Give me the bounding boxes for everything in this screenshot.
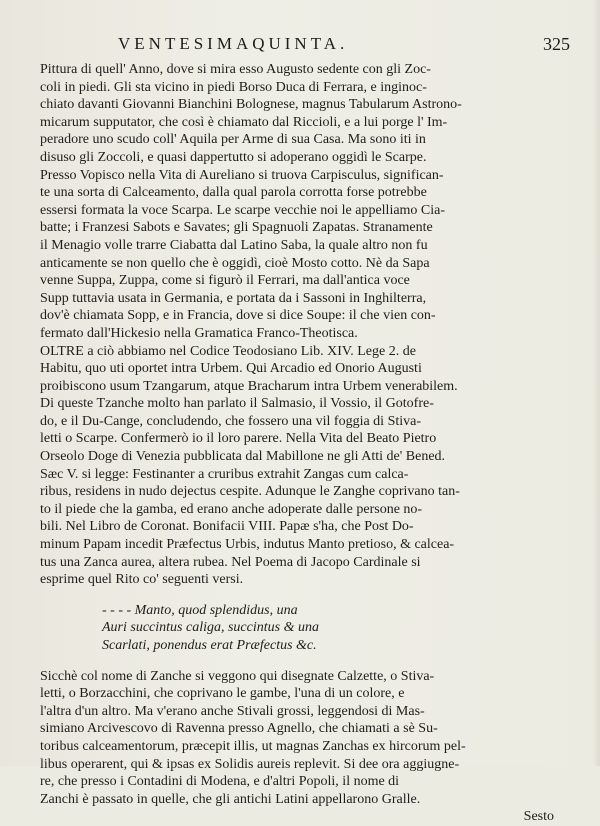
page-edge-shadow xyxy=(592,0,600,766)
text-line: essersi formata la voce Scarpa. Le scarpe vecchie noi le appelliamo Cia- xyxy=(40,202,446,218)
text-line: do, e il Du-Cange, concludendo, che fossero una vil foggia di Stiva- xyxy=(40,413,422,429)
text-line: ribus, residens in nudo dejectus cespite. Adunque le Zanghe coprivano tan- xyxy=(40,484,460,500)
text-line: fermato dall'Hickesio nella Gramatica Franco-Theotisca. xyxy=(40,325,358,341)
text-line: Supp tuttavia usata in Germania, e portata da i Sassoni in Inghilterra, xyxy=(40,290,427,306)
text-line: venne Suppa, Zuppa, come si figurò il Ferrari, ma dall'antica voce xyxy=(40,273,410,289)
text-line: minum Papam incedit Præfectus Urbis, indutus Manto pretioso, & calcea- xyxy=(40,537,455,553)
text-line: chiato davanti Giovanni Bianchini Bolognese, magnus Tabularum Astrono- xyxy=(40,97,462,113)
text-line: to il piede che la gamba, ed erano anche adoperate dalle persone no- xyxy=(40,501,423,517)
text-line: libus operarent, qui & ipsas ex Solidis aureis replevit. Si dee ora aggiugne- xyxy=(40,756,460,772)
text-line: letti o Scarpe. Confermerò io il loro parere. Nella Vita del Beato Pietro xyxy=(40,431,437,447)
text-line: peradore uno scudo coll' Aquila per Arme di sua Casa. Ma sono iti in xyxy=(40,132,426,148)
text-line: Pittura di quell' Anno, dove si mira esso Augusto sedente con gli Zoc- xyxy=(40,62,431,77)
verse-spacer xyxy=(40,589,560,602)
text-line: Sicchè col nome di Zanche si veggono qui disegnate Calzette, o Stiva- xyxy=(40,668,435,684)
text-line: toribus calceamentorum, præcepit illis, ut magnas Zanchas ex hircorum pel- xyxy=(40,738,466,754)
text-line: anticamente se non quello che è oggidì, cioè Mosto cotto. Nè da Sapa xyxy=(40,255,430,271)
text-line: Habitu, quo uti oportet intra Urbem. Qui Arcadio ed Onorio Augusti xyxy=(40,361,422,377)
text-line: OLTRE a ciò abbiamo nel Codice Teodosiano Lib. XIV. Lege 2. de xyxy=(40,343,416,359)
text-line: Orseolo Doge di Venezia pubblicata dal Mabillone ne gli Atti de' Bened. xyxy=(40,449,446,465)
text-line: simiano Arcivescovo di Ravenna presso Agnello, che chiamati a sè Su- xyxy=(40,721,438,737)
catchword: Sesto xyxy=(523,809,554,825)
text-line: tus una Zanca aurea, altera rubea. Nel Poema di Jacopo Cardinale si xyxy=(40,554,421,570)
text-line: Di queste Tzanche molto han parlato il Salmasio, il Vossio, il Gotofre- xyxy=(40,396,434,412)
text-line: disuso gli Zoccoli, e quasi dappertutto si adoperano oggidì le Scarpe. xyxy=(40,149,427,165)
text-line: bili. Nel Libro de Coronat. Bonifacii VIII. Papæ s'ha, che Post Do- xyxy=(40,519,414,535)
verse-line: - - - - Manto, quod splendidus, una xyxy=(102,602,298,618)
page-header xyxy=(40,34,570,62)
text-line: il Menagio volle trarre Ciabatta dal Latino Saba, la quale altro non fu xyxy=(40,237,428,253)
text-line: Sæc V. si legge: Festinanter a cruribus extrahit Zangas cum calca- xyxy=(40,466,409,482)
text-line: batte; i Franzesi Sabots e Savates; gli Spagnuoli Zapatas. Stranamente xyxy=(40,220,433,236)
running-head: VENTESIMAQUINTA. xyxy=(118,34,349,53)
text-line: dov'è chiamata Sopp, e in Francia, dove si dice Soupe: il che vien con- xyxy=(40,308,436,324)
text-line: Presso Vopisco nella Vita di Aureliano si truova Carpisculus, significan- xyxy=(40,167,444,183)
page-number: 325 xyxy=(543,34,570,54)
verse-line: Auri succintus caliga, succintus & una xyxy=(102,620,319,636)
text-line: micarum supputator, che così è chiamato dal Riccioli, e a lui porge l' Im- xyxy=(40,114,448,130)
verse-spacer xyxy=(40,655,560,668)
text-line: l'altra d'un altro. Ma v'erano anche Stivali grossi, leggendosi di Mas- xyxy=(40,703,425,719)
text-line: proibiscono usum Tzangarum, atque Bracharum intra Urbem venerabilem. xyxy=(40,378,458,394)
text-line: te una sorta di Calceamento, dalla qual parola corrotta forse potrebbe xyxy=(40,185,427,201)
verse-line: Scarlati, ponendus erat Præfectus &c. xyxy=(102,638,317,653)
text-line: Zanchi è passato in quelle, che gli antichi Latini appellarono Gralle. xyxy=(40,791,421,807)
body-text xyxy=(40,61,560,826)
text-line: re, che presso i Contadini di Modena, e d'altri Popoli, il nome di xyxy=(40,774,400,790)
text-line: esprime quel Rito co' seguenti versi. xyxy=(40,572,244,588)
text-line: letti, o Borzacchini, che coprivano le gambe, l'una di un colore, e xyxy=(40,686,405,702)
text-line: coli in piedi. Gli sta vicino in piedi Borso Duca di Ferrara, e inginoc- xyxy=(40,79,427,95)
